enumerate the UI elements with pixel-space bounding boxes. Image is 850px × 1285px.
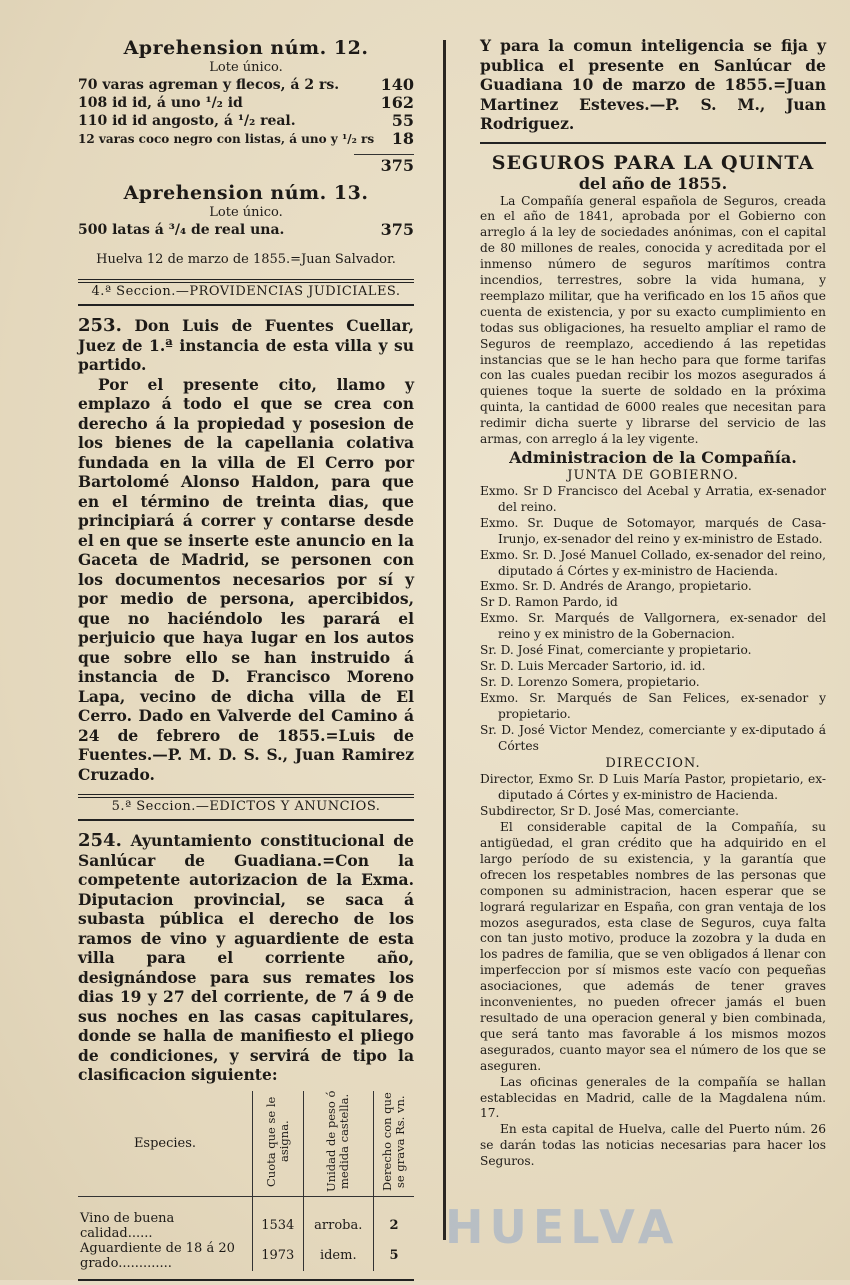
lote-label: Lote único. (209, 205, 283, 220)
ad-title: SEGUROS PARA LA QUINTA (491, 151, 815, 174)
aprehension-13-title: Aprehension núm. 13. (123, 182, 369, 204)
list-item: Exmo. Sr D Francisco del Acebal y Arratia, ex-senador del reino. (480, 484, 826, 514)
list-item: Exmo. Sr. D. Andrés de Arango, propietario. (480, 579, 752, 594)
aprehension-12-title: Aprehension núm. 12. (123, 37, 369, 59)
list-item: Exmo. Sr. Marqués de San Felices, ex-senador y propietario. (480, 690, 826, 721)
divider-rule (78, 819, 414, 821)
ad-paragraph: La Compañía general española de Seguros, creada en el año de 1841, aprobada por el Gobierno con arreglo á la ley de sociedades anónimas, con el capital de 80 millones de reales, conocida y acreditada por el inmenso número de seguros marítimos contra incendios, terrestres, sobre la vida humana, y reemplazo militar, que ha verificado en los 15 años que cuenta de existencia, y por su exacto cumplimiento en todas sus obligaciones, ha resuelto ampliar el ramo de Seguros de reemplazo, accediendo á las repetidas instancias que se le han hecho para que forme tarifas con las cuales puedan recibir los mozos asegurados á quienes toque la suerte de soldado en la próxima quinta, la cantidad de 6000 reales que necesitan para redimir dicha suerte y librarse del servicio de las armas, con arreglo á la ley vigente. (480, 193, 826, 447)
ad-paragraph: En esta capital de Huelva, calle del Puerto núm. 26 se darán todas las noticias necesarias para hacer los Seguros. (480, 1122, 826, 1169)
right-column (480, 36, 826, 1170)
closing-notice: Y para la comun inteligencia se fija y publica el presente en Sanlúcar de Guadiana 10 de marzo de 1855.=Juan Martinez Esteves.—P. S. M., Juan Rodriguez. (480, 36, 826, 133)
table-header: Especies. (78, 1091, 253, 1197)
lot-row: 110 id id angosto, á ¹/₂ real. 55 (78, 111, 414, 130)
divider-rule (78, 304, 414, 306)
member-list (480, 484, 826, 754)
section-5-heading: 5.ª Seccion.—EDICTOS Y ANUNCIOS. (111, 799, 381, 814)
notice-253 (78, 316, 414, 784)
lot-total: 375 (354, 154, 414, 177)
notice-text: Ayuntamiento constitucional de Sanlúcar de Guadiana.=Con la competente autorizacion de la Exma. Diputacion provincial, se saca á subasta pública el derecho de los ramos de vino y aguardiente de esta villa para el corriente año, designándose para sus remates los dias 19 y 27 del corriente, de 7 á 9 de sus noches en las casas capitulares, donde se halla de manifiesto el pliego de condiciones, y servirá de tipo la clasificacion siguiente: (78, 831, 414, 1084)
list-item: Sr D. Ramon Pardo, id (480, 595, 618, 610)
notice-number: 254. (78, 830, 122, 851)
divider-rule (480, 142, 826, 144)
lot-row: 70 varas agreman y flecos, á 2 rs. 140 (78, 75, 414, 94)
list-item: Sr. D. Luis Mercader Sartorio, id. id. (480, 658, 706, 673)
table-row: Aguardiente de 18 á 20 grado............. 1973 idem. 5 (78, 1241, 414, 1271)
ad-paragraph: Las oficinas generales de la compañía se hallan establecidas en Madrid, calle de la Magdalena núm. 17. (480, 1074, 826, 1121)
notice-heading: Don Luis de Fuentes Cuellar, Juez de 1.ª instancia de esta villa y su partido. (78, 316, 414, 374)
aprehension-12 (78, 36, 414, 177)
lot-row: 500 latas á ³/₄ de real una. 375 (78, 220, 414, 239)
library-watermark: HUELVA (445, 1200, 680, 1254)
signature-line: Huelva 12 de marzo de 1855.=Juan Salvador. (96, 252, 396, 267)
director-line: Director, Exmo Sr. D Luis María Pastor, propietario, ex-diputado á Córtes y ex-ministro de Hacienda. (480, 772, 826, 803)
list-item: Exmo. Sr. Duque de Sotomayor, marqués de Casa-Irunjo, ex-senador del reino y ex-ministro de Estado. (480, 515, 826, 546)
list-item: Sr. D. José Victor Mendez, comerciante y ex-diputado á Córtes (480, 722, 826, 753)
notice-number: 253. (78, 315, 122, 336)
list-item: Sr. D. Lorenzo Somera, propietario. (480, 674, 700, 689)
administration-heading: Administracion de la Compañía. (509, 448, 797, 467)
notice-254 (78, 831, 414, 1085)
ad-subtitle: del año de 1855. (578, 173, 728, 193)
junta-heading: JUNTA DE GOBIERNO. (567, 468, 739, 483)
left-column (78, 36, 414, 1281)
lot-row: 108 id id, á uno ¹/₂ id 162 (78, 93, 414, 112)
classification-table (78, 1091, 414, 1271)
list-item: Exmo. Sr. D. José Manuel Collado, ex-senador del reino, diputado á Córtes y ex-ministro de Hacienda. (480, 547, 826, 578)
lot-row: 12 varas coco negro con listas, á uno y ¹/₂ rs 18 (78, 129, 414, 148)
section-4-heading: 4.ª Seccion.—PROVIDENCIAS JUDICIALES. (91, 284, 401, 299)
notice-text: Por el presente cito, llamo y emplazo á todo el que se crea con derecho á la propiedad y posesion de los bienes de la capellania colativa fundada en la villa de El Cerro por Bartolomé Alonso Haldon, para que en el término de treinta dias, que principiará á correr y contarse desde el en que se inserte este anuncio en la Gaceta de Madrid, se personen con los documentos necesarios por sí y por medio de persona, apercibidos, que no haciéndolo les parará el perjuicio que haya lugar en los autos que sobre ello se han instruido á instancia de D. Francisco Moreno Lapa, vecino de dicha villa de El Cerro. Dado en Valverde del Camino á 24 de febrero de 1855.=Luis de Fuentes.—P. M. D. S. S., Juan Ramirez Cruzado. (78, 374, 414, 784)
table-header: Unidad de peso ó medida castella. (303, 1091, 374, 1197)
ad-paragraph: El considerable capital de la Compañía, su antigüedad, el gran crédito que ha adquirido en el largo período de su existencia, y la garantía que ofrecen los respetables nombres de las personas que componen su administracion, hacen esperar que se logrará regularizar en España, con gran ventaja de los mozos asegurados, esta clase de Seguros, cuya falta con tan justo motivo, produce la zozobra y la duda en los padres de familia, que se ven obligados á llenar con imperfeccion por sí mismos este vacío con pequeñas asociaciones, que además de tener graves inconvenientes, no pueden ofrecer jamás el buen resultado de una operacion general y bien combinada, que será tanto mas favorable á los mismos mozos asegurados, cuanto mayor sea el número de los que se aseguren. (480, 820, 826, 1073)
lote-label: Lote único. (209, 60, 283, 75)
column-divider (443, 40, 446, 1240)
table-header: Derecho con que se grava Rs. vn. (374, 1091, 414, 1197)
list-item: Exmo. Sr. Marqués de Vallgornera, ex-senador del reino y ex ministro de la Gobernacion. (480, 611, 826, 642)
table-header: Cuota que se le asigna. (253, 1091, 304, 1197)
subdirector-line: Subdirector, Sr D. José Mas, comerciante. (480, 804, 740, 819)
table-row: Vino de buena calidad...... 1534 arroba. 2 (78, 1196, 414, 1241)
direccion-heading: DIRECCION. (605, 756, 701, 772)
aprehension-13 (78, 181, 414, 239)
list-item: Sr. D. José Finat, comerciante y propietario. (480, 643, 752, 658)
